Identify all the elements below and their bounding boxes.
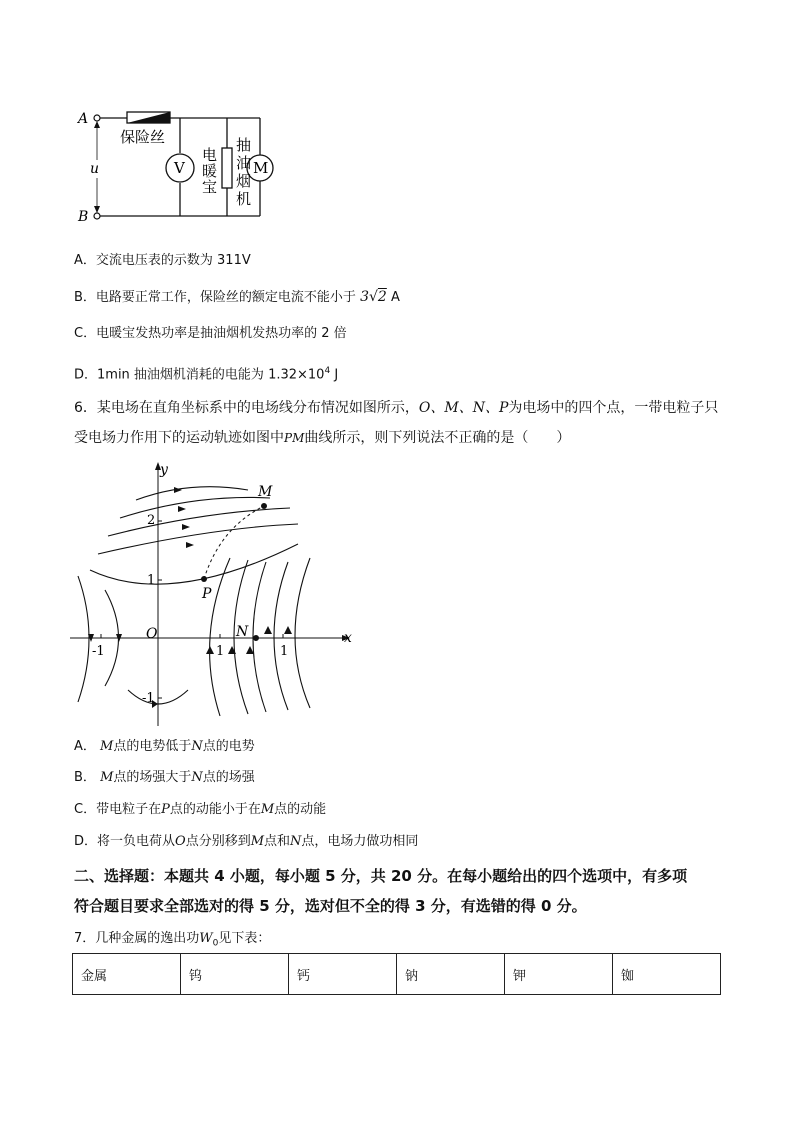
option-prefix: A． — [74, 739, 96, 754]
tick-y-neg1: -1 — [142, 691, 155, 706]
tick-x-neg1: -1 — [92, 644, 105, 659]
option-prefix: B． — [74, 290, 96, 305]
option-var: M — [250, 834, 265, 849]
option-prefix: C． — [74, 802, 97, 817]
table-cell: 钙 — [289, 954, 397, 995]
option-text: 点的电势低于 — [113, 739, 192, 754]
q6-points: O、M、N、P — [418, 400, 509, 416]
circuit-label-a: A — [78, 111, 89, 127]
heater-resistor-icon — [222, 148, 232, 188]
option-var: P — [161, 802, 170, 817]
field-line-right-4 — [274, 562, 288, 710]
tick-y-1: 1 — [147, 573, 156, 588]
heater-label-2: 暖 — [202, 162, 218, 180]
option-text: 带电粒子在 — [96, 802, 162, 817]
point-p-dot — [201, 576, 207, 582]
q5-option-b[interactable] — [74, 288, 400, 307]
option-exponent: 4 — [324, 366, 331, 376]
q6-line2-suffix: 曲线所示，则下列说法不正确的是（ ） — [304, 430, 571, 446]
option-prefix: A． — [74, 253, 96, 268]
option-prefix: D． — [74, 834, 98, 849]
hood-label-2: 油 — [236, 154, 252, 172]
option-text: 交流电压表的示数为 311V — [95, 253, 251, 268]
electric-field-figure — [70, 458, 360, 730]
table-cell: 铷 — [613, 954, 721, 995]
field-line-top-3 — [108, 508, 290, 536]
option-var: N — [290, 834, 302, 849]
q7-suffix: 见下表： — [218, 931, 271, 946]
terminal-a-icon — [94, 115, 100, 121]
fuse-icon — [127, 112, 170, 123]
point-n-dot — [253, 635, 259, 641]
q6-line1-prefix: 6．某电场在直角坐标系中的电场线分布情况如图所示， — [74, 400, 419, 416]
option-prefix: D． — [74, 367, 98, 383]
q6-curve-name: PM — [284, 431, 305, 445]
q6-option-c[interactable] — [74, 801, 326, 819]
q6-option-b[interactable] — [74, 769, 255, 787]
option-unit: J — [334, 367, 339, 383]
hood-label-3: 烟 — [236, 172, 252, 190]
option-text: 电暖宝发热功率是抽油烟机发热功率的 2 倍 — [96, 326, 347, 341]
point-m-label: M — [258, 484, 273, 500]
q7-stem — [74, 930, 270, 953]
point-n-label: N — [236, 624, 249, 640]
option-text: 点的动能 — [274, 802, 327, 817]
option-prefix: B． — [74, 770, 96, 785]
option-text: 点和 — [264, 834, 291, 849]
field-line-top-4 — [98, 524, 298, 554]
circuit-label-b: B — [78, 209, 89, 225]
option-text: 点的电势 — [202, 739, 255, 754]
field-line-top-2 — [120, 497, 270, 518]
option-var: M — [260, 802, 275, 817]
option-var: N — [191, 739, 203, 754]
work-function-table — [72, 953, 721, 995]
q5-option-c[interactable] — [74, 325, 347, 343]
heater-label-1: 电 — [202, 146, 218, 164]
x-axis-label: x — [344, 630, 352, 646]
option-var: M — [100, 770, 114, 785]
option-var: N — [191, 770, 203, 785]
field-line-left-1 — [78, 576, 89, 702]
option-text: 1min 抽油烟机消耗的电能为 — [97, 367, 264, 383]
q6-stem-line2 — [74, 424, 570, 452]
option-text: 点分别移到 — [185, 834, 251, 849]
voltmeter-symbol: V — [174, 159, 185, 177]
field-line-right-5 — [295, 558, 310, 708]
hood-label-4: 机 — [236, 190, 252, 208]
origin-label: O — [146, 626, 158, 642]
option-prefix: C． — [74, 326, 97, 341]
tick-y-2: 2 — [147, 513, 156, 528]
circuit-label-u: u — [90, 161, 100, 177]
q7-subscript: 0 — [212, 938, 219, 949]
option-value: 1.32×10 — [268, 367, 325, 383]
option-var: O — [175, 834, 186, 849]
option-unit: A — [390, 290, 400, 305]
q6-option-d[interactable] — [74, 833, 418, 851]
tick-x-1a: 1 — [216, 644, 225, 659]
motor-symbol: M — [253, 159, 269, 177]
section2-heading-line1: 二、选择题：本题共 4 小题，每小题 5 分，共 20 分。在每小题给出的四个选项中，有多项 — [74, 867, 688, 885]
circuit-diagram — [70, 98, 300, 228]
table-row — [73, 954, 721, 995]
table-cell: 钨 — [181, 954, 289, 995]
option-var: M — [100, 739, 114, 754]
math-radicand: 2 — [377, 289, 387, 305]
hood-label-1: 抽 — [236, 136, 252, 154]
q6-option-a[interactable] — [74, 738, 255, 756]
table-cell: 钠 — [397, 954, 505, 995]
q7-prefix: 7．几种金属的逸出功 — [74, 931, 200, 946]
heater-label-3: 宝 — [202, 178, 218, 196]
terminal-b-icon — [94, 213, 100, 219]
y-axis-label: y — [160, 462, 168, 478]
field-line-top-5 — [90, 544, 298, 584]
tick-x-1b: 1 — [280, 644, 289, 659]
option-text: 点的场强 — [202, 770, 255, 785]
point-m-dot — [261, 503, 267, 509]
option-text: 电路要正常工作，保险丝的额定电流不能小于 — [95, 290, 356, 305]
option-text: 将一负电荷从 — [97, 834, 176, 849]
option-text: 点的场强大于 — [113, 770, 192, 785]
q5-option-a[interactable] — [74, 252, 251, 270]
table-cell: 金属 — [73, 954, 181, 995]
q7-symbol: W — [199, 931, 213, 946]
option-text: 点的动能小于在 — [169, 802, 261, 817]
point-p-label: P — [202, 586, 212, 602]
q6-line1-suffix: 为电场中的四个点，一带电粒子只 — [508, 400, 719, 416]
fuse-label: 保险丝 — [120, 128, 166, 146]
trajectory-pm — [204, 506, 264, 579]
q6-line2-prefix: 受电场力作用下的运动轨迹如图中 — [74, 430, 284, 446]
sqrt-icon: √ — [369, 289, 378, 305]
table-cell: 钾 — [505, 954, 613, 995]
option-text: 点，电场力做功相同 — [301, 834, 419, 849]
q6-stem-line1 — [74, 394, 724, 422]
q5-option-d[interactable] — [74, 362, 338, 384]
math-coef: 3 — [360, 289, 369, 305]
section2-heading-line2: 符合题目要求全部选对的得 5 分，选对但不全的得 3 分，有选错的得 0 分。 — [74, 897, 587, 915]
